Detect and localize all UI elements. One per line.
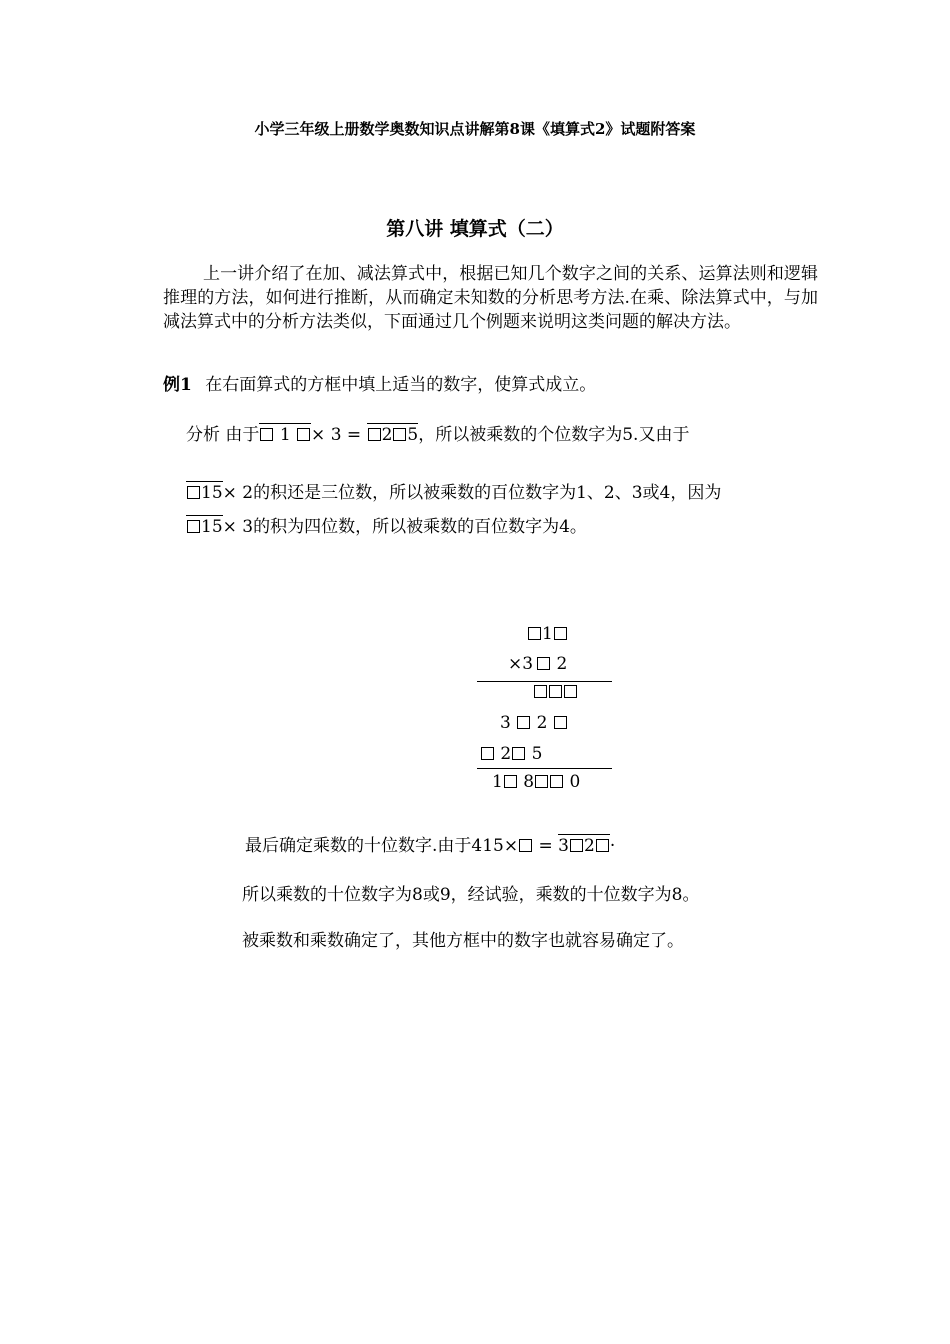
conclusion-text: 最后确定乘数的十位数字.由于415× xyxy=(245,836,519,856)
vertical-row-1 xyxy=(527,624,568,644)
blank-box xyxy=(570,839,583,852)
analysis-line-2 xyxy=(186,478,721,503)
blank-box xyxy=(393,428,406,441)
vertical-digit: 8 xyxy=(523,772,535,792)
blank-box xyxy=(187,520,200,533)
blank-box xyxy=(534,685,547,698)
analysis-number: 15 xyxy=(201,517,223,537)
blank-box xyxy=(554,716,567,729)
blank-box xyxy=(554,627,567,640)
conclusion-equals: = xyxy=(538,836,553,856)
example-1-text: 在右面算式的方框中填上适当的数字，使算式成立。 xyxy=(205,375,597,395)
conclusion-end: · xyxy=(609,836,616,856)
vertical-row-4 xyxy=(500,713,568,733)
analysis-prefix: 分析 由于 xyxy=(186,425,260,445)
vertical-row-2 xyxy=(508,654,567,674)
blank-box xyxy=(187,486,200,499)
blank-box xyxy=(481,747,494,760)
blank-box xyxy=(564,685,577,698)
blank-box xyxy=(368,428,381,441)
vertical-multiplier-prefix: ×3 xyxy=(508,654,534,674)
example-1-label: 例1 xyxy=(163,375,192,395)
number-overlined xyxy=(186,481,223,503)
analysis-text: × 2的积还是三位数，所以被乘数的百位数字为1、2、3或4，因为 xyxy=(222,483,722,503)
vertical-digit: 1 xyxy=(492,772,503,792)
analysis-text: × 3的积为四位数，所以被乘数的百位数字为4。 xyxy=(222,517,587,537)
product-overlined xyxy=(367,423,419,445)
blank-box xyxy=(528,627,541,640)
conclusion-line-2: 所以乘数的十位数字为8或9，经试验，乘数的十位数字为8。 xyxy=(242,885,700,905)
vertical-digit: 3 xyxy=(500,713,511,733)
analysis-suffix: ，所以被乘数的个位数字为5.又由于 xyxy=(418,425,690,445)
vertical-row-3 xyxy=(533,682,578,702)
blank-box xyxy=(549,685,562,698)
vertical-digit: 2 xyxy=(500,744,512,764)
analysis-digit: 2 xyxy=(381,425,393,445)
blank-box xyxy=(297,428,310,441)
vertical-rule-2 xyxy=(477,768,612,769)
blank-box xyxy=(596,839,609,852)
analysis-digit: 5 xyxy=(407,425,419,445)
document-title: 小学三年级上册数学奥数知识点讲解第8课《填算式2》试题附答案 xyxy=(254,120,696,138)
vertical-digit: 5 xyxy=(531,744,543,764)
blank-box xyxy=(504,775,517,788)
blank-box xyxy=(517,716,530,729)
conclusion-digit: 3 xyxy=(558,836,569,856)
vertical-row-5 xyxy=(480,744,542,764)
analysis-digit: 1 xyxy=(279,425,291,445)
example-1 xyxy=(163,370,596,395)
product-overlined xyxy=(558,834,610,856)
blank-box xyxy=(512,747,525,760)
multiplicand-overlined xyxy=(259,423,311,445)
conclusion-line-1 xyxy=(245,831,615,856)
blank-box xyxy=(537,657,550,670)
vertical-digit: 0 xyxy=(569,772,581,792)
vertical-digit: 2 xyxy=(556,654,568,674)
blank-box xyxy=(260,428,273,441)
analysis-line-1 xyxy=(186,420,689,445)
intro-paragraph: 上一讲介绍了在加、减法算式中，根据已知几个数字之间的关系、运算法则和逻辑推理的方法，如何进行推断，从而确定未知数的分析思考方法.在乘、除法算式中，与加减法算式中的分析方法类似，下面通过几个例题来说明这类问题的解决方法。 xyxy=(163,264,818,332)
vertical-digit: 2 xyxy=(536,713,548,733)
blank-box xyxy=(550,775,563,788)
number-overlined xyxy=(186,515,223,537)
analysis-times: × 3 = xyxy=(311,425,362,445)
analysis-number: 15 xyxy=(201,483,223,503)
analysis-line-3 xyxy=(186,512,587,537)
vertical-row-6 xyxy=(492,772,580,792)
vertical-digit: 1 xyxy=(542,624,553,644)
blank-box xyxy=(535,775,548,788)
blank-box xyxy=(519,839,532,852)
conclusion-digit: 2 xyxy=(584,836,595,856)
lecture-title: 第八讲 填算式（二） xyxy=(386,218,564,240)
conclusion-line-3: 被乘数和乘数确定了，其他方框中的数字也就容易确定了。 xyxy=(242,931,684,951)
